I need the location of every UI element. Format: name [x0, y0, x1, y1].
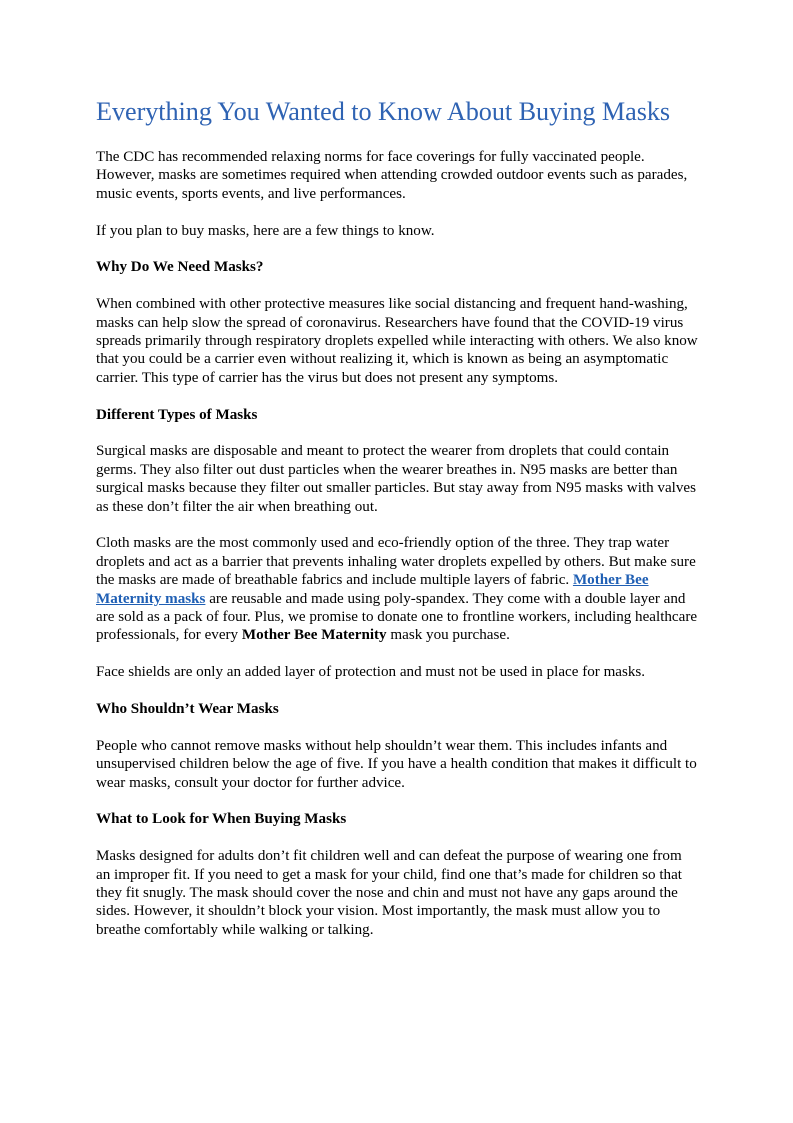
brand-name-bold: Mother Bee Maternity	[241, 627, 387, 644]
buying-tips-paragraph: Masks designed for adults don’t fit children well and can defeat the purpose of wearing one from an improper fit. If you need to get a mask for your child, find one that’s made for children so that they fit snugly. The mask should cover the nose and chin and must not have any gaps around the sides. However, it shouldn’t block your vision. Most importantly, the mask must allow you to breathe comfortably while walking or talking.	[96, 848, 682, 938]
intro-paragraph-2: If you plan to buy masks, here are a few things to know.	[96, 222, 435, 239]
who-shouldnt-paragraph: People who cannot remove masks without help shouldn’t wear them. This includes infants and unsupervised children below the age of five. If you have a health condition that makes it difficult to wear masks, consult your doctor for further advice.	[96, 737, 697, 791]
mask-types-paragraph-1: Surgical masks are disposable and meant to protect the wearer from droplets that could contain germs. They also filter out dust particles when the wearer breathes in. N95 masks are better than surgical masks because they filter out smaller particles. But stay away from N95 masks with valves as these don’t filter the air when breathing out.	[96, 443, 696, 515]
section-heading-mask-types: Different Types of Masks	[96, 406, 258, 423]
mother-bee-maternity-masks-link[interactable]: Mother Bee Maternity masks	[96, 572, 649, 607]
section-heading-why-masks: Why Do We Need Masks?	[96, 259, 264, 276]
mask-types-paragraph-2	[96, 534, 699, 644]
cloth-masks-text: Cloth masks are the most commonly used and eco-friendly option of the three. They trap water droplets and act as a barrier that prevents inhaling water droplets expelled by others. But make sure the masks are made of breathable fabrics and include multiple layers of fabric.	[96, 535, 696, 589]
purchase-text: mask you purchase.	[386, 627, 510, 644]
section-heading-who-shouldnt: Who Shouldn’t Wear Masks	[96, 701, 279, 718]
page-title: Everything You Wanted to Know About Buying Masks	[96, 97, 671, 126]
face-shields-paragraph: Face shields are only an added layer of protection and must not be used in place for masks.	[96, 664, 646, 681]
document-body	[96, 94, 699, 939]
section-heading-buying-tips: What to Look for When Buying Masks	[96, 811, 347, 828]
reusable-masks-text: are reusable and made using poly-spandex. They come with a double layer and are sold as a pack of four. Plus, we promise to donate one to frontline workers, including healthcare professionals, for every	[96, 590, 698, 644]
why-masks-paragraph: When combined with other protective measures like social distancing and frequent hand-washing, masks can help slow the spread of coronavirus. Researchers have found that the COVID-19 virus spreads primarily through respiratory droplets expelled while interacting with others. We also know that you could be a carrier even without realizing it, which is known as being an asymptomatic carrier. This type of carrier has the virus but does not present any symptoms.	[96, 296, 698, 386]
intro-paragraph-1: The CDC has recommended relaxing norms for face coverings for fully vaccinated people. However, masks are sometimes required when attending crowded outdoor events such as parades, music events, sports events, and live performances.	[96, 149, 688, 202]
